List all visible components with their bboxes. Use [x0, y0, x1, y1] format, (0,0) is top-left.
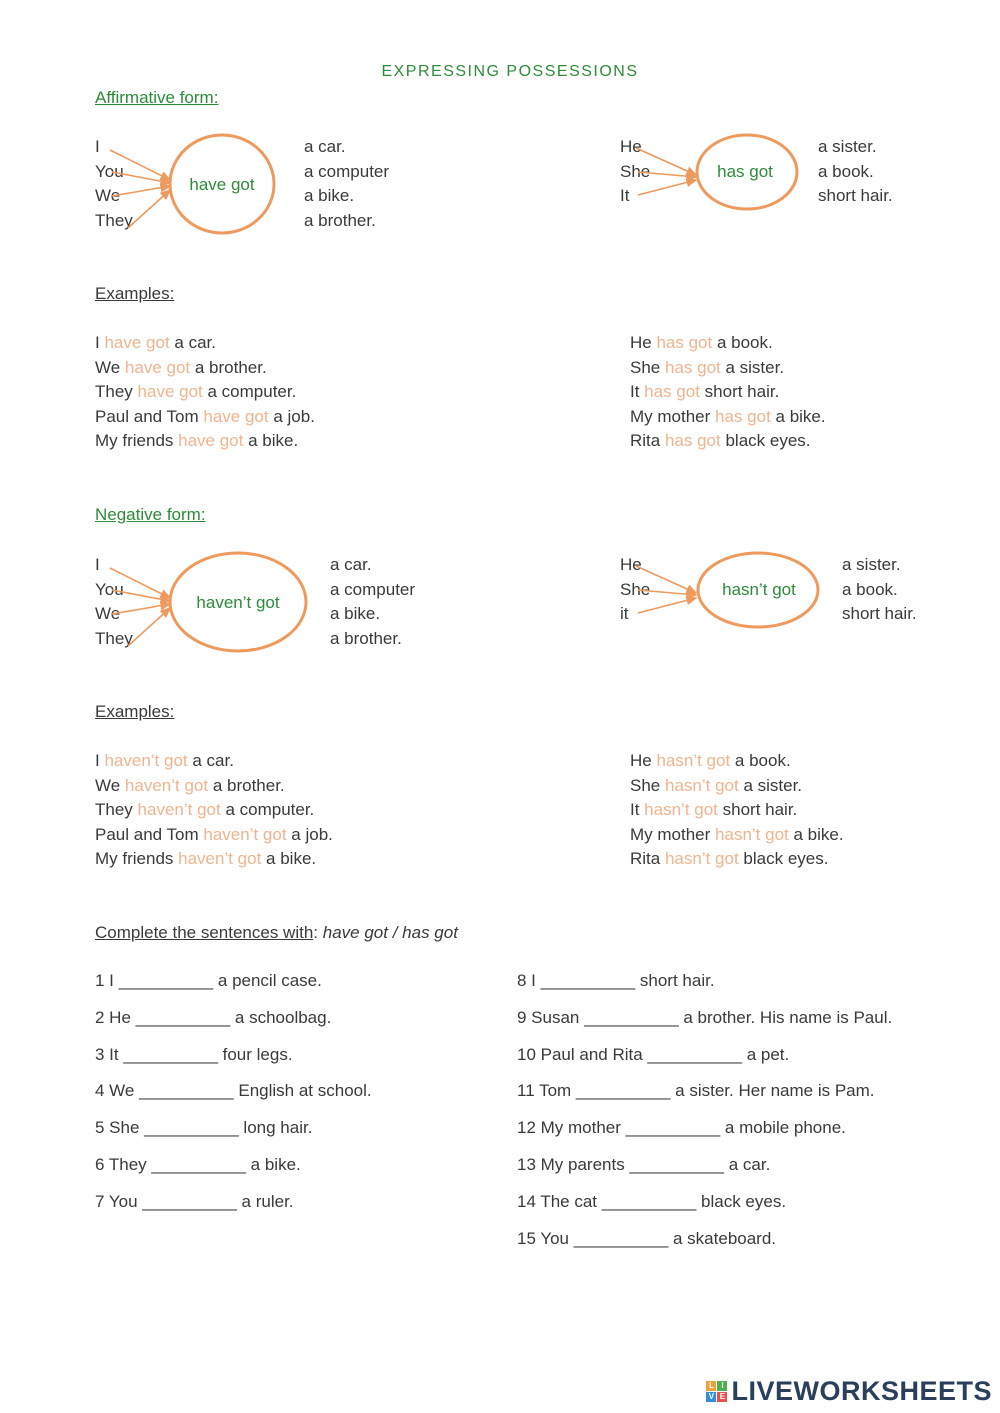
object: a bike.: [304, 186, 355, 205]
example-subject: We: [95, 775, 125, 795]
logo-text: LIVEWORKSHEETS: [731, 1376, 992, 1406]
negative-heading: Negative form:: [95, 505, 206, 524]
example-object: a computer.: [220, 800, 315, 820]
object: a computer: [304, 161, 390, 181]
object: a car.: [304, 137, 346, 156]
example-subject: They: [95, 800, 138, 820]
subject: We: [95, 604, 121, 623]
exercise-item[interactable]: 3 It __________ four legs.: [95, 1044, 293, 1064]
exercise-item[interactable]: 15 You __________ a skateboard.: [517, 1228, 777, 1248]
object: a brother.: [304, 210, 376, 230]
object: short hair.: [842, 604, 917, 623]
liveworksheets-logo[interactable]: [706, 1376, 992, 1407]
arrow: [112, 186, 170, 196]
example-subject: Rita: [630, 431, 665, 451]
subject: You: [95, 161, 124, 181]
logo-letter: I: [717, 1381, 727, 1391]
example-sentence: [630, 798, 844, 823]
example-object: a brother.: [208, 775, 285, 795]
example-verb: hasn’t got: [664, 775, 739, 795]
affirmative-examples-left: [95, 331, 315, 454]
example-sentence: [630, 331, 826, 356]
example-object: a bike.: [243, 431, 299, 451]
example-verb: hasn’t got: [664, 849, 739, 869]
example-sentence: [630, 749, 844, 774]
example-object: a sister.: [738, 775, 803, 795]
negative-examples-left: [95, 749, 333, 872]
exercise-item[interactable]: 11 Tom __________ a sister. Her name is Pam.: [517, 1081, 875, 1101]
example-sentence: [95, 749, 333, 774]
example-object: a book.: [712, 333, 773, 352]
object: a book.: [842, 579, 898, 599]
example-subject: We: [95, 357, 125, 377]
logo-icon: [706, 1381, 727, 1402]
example-object: a car.: [169, 333, 216, 352]
example-subject: She: [630, 357, 665, 377]
subject: They: [95, 628, 133, 648]
exercise-item[interactable]: 1 I __________ a pencil case.: [95, 971, 322, 990]
example-sentence: [95, 847, 333, 872]
object: a bike.: [330, 604, 381, 623]
object: a sister.: [842, 555, 901, 574]
subject: It: [620, 186, 630, 205]
arrow: [636, 566, 696, 593]
subject: I: [95, 137, 100, 156]
example-sentence: [630, 774, 844, 799]
example-verb: have got: [137, 382, 203, 402]
example-sentence: [95, 331, 315, 356]
example-subject: I: [95, 751, 105, 770]
example-sentence: [95, 380, 315, 405]
verb-has-got: has got: [717, 162, 773, 181]
example-verb: has got: [644, 382, 700, 402]
subject: it: [620, 604, 629, 623]
instruction-colon: :: [313, 923, 319, 942]
arrow: [638, 590, 696, 595]
example-object: a bike.: [788, 824, 844, 844]
example-sentence: [630, 847, 844, 872]
example-sentence: [630, 429, 826, 454]
instruction-text: Complete the sentences with: [95, 923, 314, 942]
example-verb: have got: [104, 333, 170, 352]
subject: She: [620, 579, 651, 599]
example-sentence: [630, 823, 844, 848]
verb-havent-got: haven’t got: [196, 593, 280, 612]
verb-have-got: have got: [189, 175, 255, 194]
affirmative-examples-right: [630, 331, 826, 454]
example-subject: Rita: [630, 849, 665, 869]
subject: She: [620, 161, 651, 181]
example-verb: has got: [656, 333, 713, 352]
exercise-item[interactable]: 14 The cat __________ black eyes.: [517, 1191, 787, 1211]
example-object: a computer.: [202, 382, 297, 402]
example-verb: haven’t got: [137, 800, 221, 820]
example-verb: hasn’t got: [656, 751, 731, 770]
example-subject: They: [95, 382, 138, 402]
logo-letter: E: [717, 1392, 727, 1402]
example-sentence: [95, 774, 333, 799]
exercise-item[interactable]: 4 We __________ English at school.: [95, 1081, 372, 1101]
example-verb: have got: [178, 431, 244, 451]
object: a car.: [330, 555, 372, 574]
example-object: short hair.: [699, 382, 780, 402]
exercise-item[interactable]: 12 My mother __________ a mobile phone.: [517, 1118, 846, 1138]
example-verb: haven’t got: [104, 751, 188, 770]
affirmative-heading: Affirmative form:: [95, 88, 219, 107]
example-sentence: [95, 823, 333, 848]
exercise-item[interactable]: 6 They __________ a bike.: [95, 1154, 301, 1174]
arrow: [128, 608, 170, 646]
example-verb: hasn’t got: [644, 800, 718, 820]
subject: He: [620, 137, 642, 156]
arrow: [638, 598, 696, 613]
object: a book.: [818, 161, 874, 181]
exercise-item[interactable]: 9 Susan __________ a brother. His name is Paul.: [517, 1007, 893, 1027]
arrow: [638, 172, 696, 177]
example-verb: haven’t got: [178, 849, 262, 869]
arrow: [112, 172, 170, 183]
example-sentence: [630, 356, 826, 381]
example-subject: It: [630, 800, 645, 820]
affirmative-plural-objects: [304, 135, 389, 233]
example-object: a car.: [187, 751, 234, 770]
negative-examples-heading: Examples:: [95, 702, 175, 721]
example-verb: have got: [203, 406, 269, 426]
exercise-right-list: [517, 963, 892, 1257]
example-verb: haven’t got: [124, 775, 209, 795]
arrow: [638, 180, 696, 195]
example-verb: have got: [124, 357, 191, 377]
example-sentence: [95, 798, 333, 823]
subject: They: [95, 210, 133, 230]
example-object: a job.: [286, 824, 333, 844]
example-subject: Paul and Tom: [95, 824, 204, 844]
negative-singular-objects: [842, 553, 917, 627]
negative-examples-right: [630, 749, 844, 872]
example-verb: has got: [715, 406, 771, 426]
example-object: short hair.: [717, 800, 798, 820]
object: a sister.: [818, 137, 877, 156]
example-object: a sister.: [720, 357, 785, 377]
exercise-instruction: [95, 923, 458, 943]
exercise-item[interactable]: 2 He __________ a schoolbag.: [95, 1007, 332, 1027]
subject: You: [95, 579, 124, 599]
exercise-item[interactable]: 10 Paul and Rita __________ a pet.: [517, 1044, 790, 1064]
example-object: a bike.: [770, 406, 826, 426]
arrow: [112, 604, 170, 614]
logo-letter: L: [706, 1381, 716, 1391]
example-subject: Paul and Tom: [95, 406, 204, 426]
affirmative-examples-heading: Examples:: [95, 284, 175, 303]
example-subject: My mother: [630, 406, 716, 426]
example-subject: He: [630, 751, 657, 770]
example-subject: My friends: [95, 431, 179, 451]
arrow: [110, 568, 170, 598]
object: a computer: [330, 579, 416, 599]
subject: I: [95, 555, 100, 574]
exercise-left-list: [95, 963, 372, 1221]
arrow: [110, 150, 170, 180]
example-verb: has got: [664, 357, 721, 377]
example-object: a book.: [730, 751, 791, 770]
exercise-item[interactable]: 5 She __________ long hair.: [95, 1118, 313, 1138]
subject: We: [95, 186, 121, 205]
example-object: a job.: [268, 406, 315, 426]
example-verb: haven’t got: [203, 824, 287, 844]
negative-plural-objects: [330, 553, 415, 651]
instruction-options: have got / has got: [322, 923, 458, 942]
logo-letter: V: [706, 1392, 716, 1402]
example-sentence: [95, 405, 315, 430]
example-verb: hasn’t got: [715, 824, 789, 844]
arrow: [128, 190, 170, 228]
example-object: black eyes.: [738, 849, 829, 869]
exercise-item[interactable]: 13 My parents __________ a car.: [517, 1154, 771, 1174]
exercise-item[interactable]: 7 You __________ a ruler.: [95, 1191, 294, 1211]
example-subject: It: [630, 382, 645, 402]
example-sentence: [630, 405, 826, 430]
subject: He: [620, 555, 642, 574]
example-object: a bike.: [261, 849, 317, 869]
arrow: [112, 590, 170, 601]
affirmative-singular-objects: [818, 135, 893, 209]
arrow: [636, 148, 696, 175]
example-sentence: [630, 380, 826, 405]
page-title: EXPRESSING POSSESSIONS: [381, 63, 639, 80]
example-subject: She: [630, 775, 665, 795]
object: short hair.: [818, 186, 893, 205]
example-subject: I: [95, 333, 105, 352]
example-verb: has got: [664, 431, 721, 451]
example-object: black eyes.: [720, 431, 811, 451]
verb-hasnt-got: hasn’t got: [722, 580, 796, 599]
example-subject: He: [630, 333, 657, 352]
exercise-item[interactable]: 8 I __________ short hair.: [517, 971, 715, 990]
example-subject: My friends: [95, 849, 179, 869]
example-sentence: [95, 429, 315, 454]
object: a brother.: [330, 628, 402, 648]
example-sentence: [95, 356, 315, 381]
example-object: a brother.: [190, 357, 267, 377]
example-subject: My mother: [630, 824, 716, 844]
